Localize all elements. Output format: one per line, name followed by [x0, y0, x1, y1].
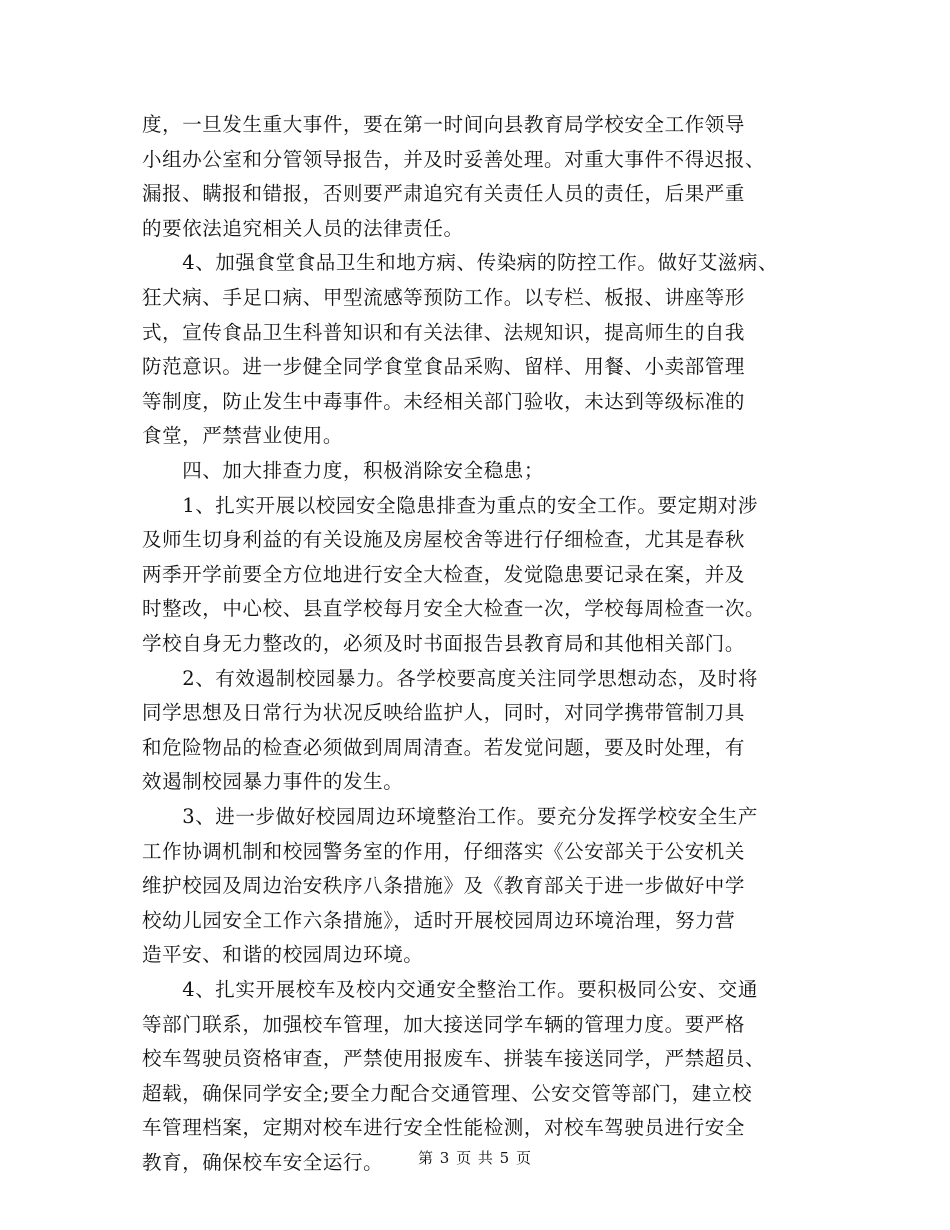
text-line: 式，宣传食品卫生科普知识和有关法律、法规知识，提高师生的自我 [142, 320, 746, 344]
text-line: 小组办公室和分管领导报告，并及时妥善处理。对重大事件不得迟报、 [142, 147, 766, 171]
text-line: 教育，确保校车安全运行。 [142, 1151, 384, 1174]
text-line: 工作协调机制和校园警务室的作用，仔细落实《公安部关于公安机关 [142, 839, 746, 863]
text-line: 2、有效遏制校园暴力。各学校要高度关注同学思想动态，及时将 [142, 666, 759, 690]
text-line: 校幼儿园安全工作六条措施》，适时开展校园周边环境治理，努力营 [142, 908, 736, 932]
text-line: 效遏制校园暴力事件的发生。 [142, 770, 404, 794]
text-line: 等制度，防止发生中毒事件。未经相关部门验收，未达到等级标准的 [142, 389, 746, 413]
text-line: 维护校园及周边治安秩序八条措施》及《教育部关于进一步做好中学 [142, 874, 746, 898]
text-line: 学校自身无力整改的，必须及时书面报告县教育局和其他相关部门。 [142, 632, 746, 655]
text-line: 防范意识。进一步健全同学食堂食品采购、留样、用餐、小卖部管理 [142, 355, 746, 379]
text-line: 两季开学前要全方位地进行安全大检查，发觉隐患要记录在案，并及 [142, 562, 746, 586]
text-line: 1、扎实开展以校园安全隐患排查为重点的安全工作。要定期对涉 [142, 493, 759, 517]
text-line: 度，一旦发生重大事件，要在第一时间向县教育局学校安全工作领导 [142, 113, 746, 136]
text-line: 4、扎实开展校车及校内交通安全整治工作。要积极同公安、交通 [142, 978, 759, 1001]
text-line: 4、加强食堂食品卫生和地方病、传染病的防控工作。做好艾滋病、 [142, 251, 779, 275]
text-line: 造平安、和谐的校园周边环境。 [142, 943, 424, 967]
text-line: 四、加大排查力度，积极消除安全稳患； [142, 459, 545, 482]
text-line: 及师生切身利益的有关设施及房屋校舍等进行仔细检查，尤其是春秋 [142, 528, 746, 552]
text-line: 和危险物品的检查必须做到周周清查。若发觉问题，要及时处理，有 [142, 735, 746, 759]
text-line: 超载，确保同学安全;要全力配合交通管理、公安交管等部门，建立校 [142, 1081, 753, 1105]
text-line: 校车驾驶员资格审查，严禁使用报废车、拼装车接送同学，严禁超员、 [142, 1047, 766, 1071]
text-line: 时整改，中心校、县直学校每月安全大检查一次，学校每周检查一次。 [142, 597, 766, 621]
text-line: 狂犬病、手足口病、甲型流感等预防工作。以专栏、板报、讲座等形 [142, 286, 746, 309]
text-line: 等部门联系，加强校车管理，加大接送同学车辆的管理力度。要严格 [142, 1012, 746, 1036]
text-line: 漏报、瞒报和错报，否则要严肃追究有关责任人员的责任，后果严重 [142, 182, 746, 206]
text-line: 3、进一步做好校园周边环境整治工作。要充分发挥学校安全生产 [142, 805, 759, 828]
text-line: 同学思想及日常行为状况反映给监护人，同时，对同学携带管制刀具 [142, 701, 746, 725]
text-line: 食堂，严禁营业使用。 [142, 424, 344, 448]
page-footer: 第 3 页 共 5 页 [418, 1149, 532, 1167]
text-line: 的要依法追究相关人员的法律责任。 [142, 216, 464, 240]
text-line: 车管理档案，定期对校车进行安全性能检测，对校车驾驶员进行安全 [142, 1116, 746, 1140]
